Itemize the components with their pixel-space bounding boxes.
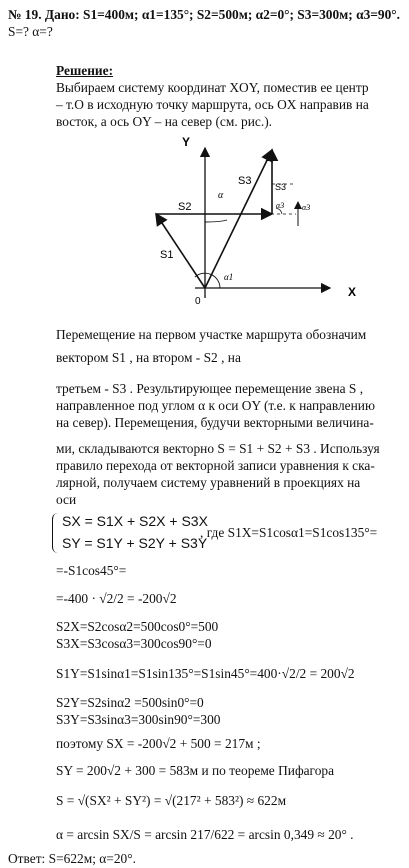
label-s: S3 bbox=[238, 175, 252, 187]
label-alpha1: α1 bbox=[224, 272, 234, 282]
text-line-9: оси bbox=[56, 492, 77, 507]
answer: Ответ: S=622м; α=20°. bbox=[8, 851, 136, 866]
where-clause: , где S1X=S1cosα1=S1cos135°= bbox=[200, 525, 378, 540]
system-eq-2: SY = S1Y + S2Y + S3Y bbox=[62, 535, 208, 551]
label-s1: S1 bbox=[160, 249, 174, 261]
eq-line-3: S2X=S2cosα2=500cos0°=500 bbox=[56, 619, 219, 634]
text-line-6: ми, складываются векторно S = S1 + S2 + S3 . Используя bbox=[56, 441, 380, 456]
label-alpha: α bbox=[218, 190, 224, 201]
intro-line-1: Выбираем систему координат XOY, поместив ее центр bbox=[56, 80, 369, 95]
eq-line-2: =-400 · √2/2 = -200√2 bbox=[56, 591, 177, 606]
vector-s bbox=[205, 150, 272, 288]
vector-diagram bbox=[0, 128, 409, 328]
text-line-8: лярной, получаем систему уравнений в проекциях на bbox=[56, 475, 361, 490]
eq-line-1: =-S1cos45°= bbox=[56, 563, 127, 578]
text-line-2: вектором S1 , на втором - S2 , на bbox=[56, 350, 241, 365]
eq-line-6: S2Y=S2sinα2 =500sin0°=0 bbox=[56, 695, 204, 710]
eq-line-9: SY = 200√2 + 300 = 583м и по теореме Пифагора bbox=[56, 763, 335, 778]
eq-line-11: α = arcsin SX/S = arcsin 217/622 = arcsin 0,349 ≈ 20° . bbox=[56, 827, 354, 842]
system-brace bbox=[52, 513, 61, 553]
intro-line-2: – т.О в исходную точку маршрута, ось OX направив на bbox=[56, 97, 369, 112]
alpha1-arc bbox=[195, 273, 220, 288]
label-alpha3: α3 bbox=[276, 201, 285, 210]
intro-line-3: восток, а ось OY – на север (см. рис.). bbox=[56, 114, 272, 129]
given-line-1 bbox=[8, 6, 403, 23]
eq-line-4: S3X=S3cosα3=300cos90°=0 bbox=[56, 636, 212, 651]
text-line-3: третьем - S3 . Результирующее перемещение звена S , bbox=[56, 381, 364, 396]
eq-line-8: поэтому SX = -200√2 + 500 = 217м ; bbox=[56, 736, 261, 751]
label-alpha3-b: α3 bbox=[302, 203, 311, 212]
text-line-5: на север). Перемещения, будучи векторными величина- bbox=[56, 415, 374, 430]
axis-y-label: Y bbox=[182, 135, 191, 149]
origin-label: 0 bbox=[195, 296, 201, 307]
system-eq-1: SX = S1X + S2X + S3X bbox=[62, 513, 208, 529]
text-line-7: правило перехода от векторной записи уравнения к ска- bbox=[56, 458, 375, 473]
solution-heading: Решение: bbox=[56, 63, 114, 78]
text-line-4: направленное под углом α к оси OY (т.е. к направлению bbox=[56, 398, 375, 413]
eq-line-10: S = √(SX² + SY²) = √(217² + 583²) ≈ 622м bbox=[56, 793, 287, 808]
label-s3-small: S3 bbox=[275, 182, 287, 192]
given-line-2: S=? α=? bbox=[8, 24, 53, 39]
text-line-1: Перемещение на первом участке маршрута обозначим bbox=[56, 327, 367, 342]
label-s2: S2 bbox=[178, 201, 192, 213]
problem-number: № 19. bbox=[8, 7, 42, 22]
axis-x-label: X bbox=[348, 285, 357, 299]
eq-line-7: S3Y=S3sinα3=300sin90°=300 bbox=[56, 712, 221, 727]
eq-line-5: S1Y=S1sinα1=S1sin135°=S1sin45°=400·√2/2 = 200√2 bbox=[56, 666, 355, 681]
given-text: Дано: S1=400м; α1=135°; S2=500м; α2=0°; S3=300м; α3=90°. bbox=[44, 7, 400, 22]
alpha-arc bbox=[205, 220, 227, 222]
